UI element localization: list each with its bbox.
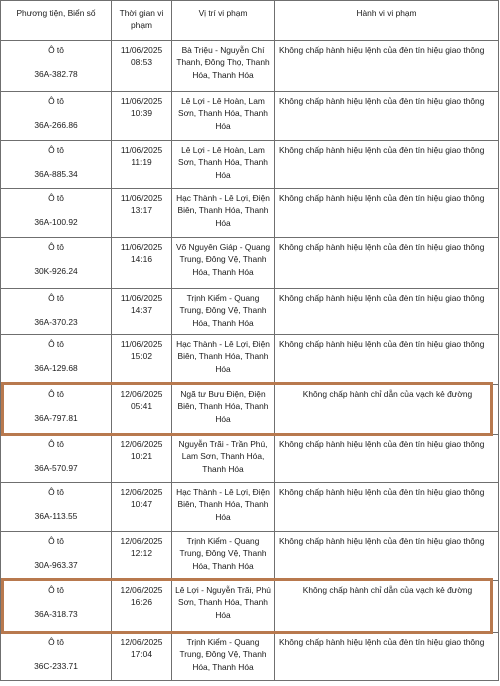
vehicle-type: Ô tô [48,637,64,647]
table-row [1,435,499,483]
vehicle-type: Ô tô [48,339,64,349]
location-cell: Lê Lợi - Lê Hoàn, Lam Sơn, Thanh Hóa, Thanh Hóa [172,141,275,189]
violation-cell: Không chấp hành hiệu lệnh của đèn tín hiệu giao thông [275,335,499,385]
table-row [1,335,499,385]
time-cell [112,289,172,335]
location-cell: Lê Lợi - Lê Hoàn, Lam Sơn, Thanh Hóa, Thanh Hóa [172,92,275,141]
violation-date: 11/06/2025 [120,339,163,349]
vehicle-cell [1,141,112,189]
location-cell: Hạc Thành - Lê Lợi, Điện Biên, Thanh Hóa, Thanh Hóa [172,335,275,385]
location-cell: Trịnh Kiểm - Quang Trung, Đông Vệ, Thanh Hóa, Thanh Hóa [172,532,275,581]
license-plate: 36A-570.97 [34,463,78,474]
violation-time: 08:53 [131,57,152,68]
location-cell: Trịnh Kiểm - Quang Trung, Đông Vệ, Thanh Hóa, Thanh Hóa [172,289,275,335]
time-cell [112,581,172,633]
time-cell [112,238,172,289]
violation-date: 12/06/2025 [120,585,163,595]
vehicle-cell [1,92,112,141]
violation-cell: Không chấp hành hiệu lệnh của đèn tín hiệu giao thông [275,141,499,189]
header-vehicle: Phương tiện, Biển số [1,1,112,41]
table-row [1,532,499,581]
time-cell [112,483,172,532]
vehicle-type: Ô tô [48,293,64,303]
table-row [1,289,499,335]
vehicle-cell [1,435,112,483]
header-location: Vị trí vi phạm [172,1,275,41]
violation-date: 11/06/2025 [120,293,163,303]
vehicle-cell [1,532,112,581]
violation-date: 12/06/2025 [120,487,163,497]
violation-time: 13:17 [131,205,152,216]
violation-time: 14:16 [131,254,152,265]
violation-cell: Không chấp hành hiệu lệnh của đèn tín hiệu giao thông [275,189,499,238]
vehicle-type: Ô tô [48,96,64,106]
vehicle-type: Ô tô [48,389,64,399]
vehicle-cell [1,581,112,633]
license-plate: 30K-926.24 [34,266,78,277]
violation-time: 10:47 [131,499,152,510]
header-time: Thời gian vi phạm [112,1,172,41]
violation-cell: Không chấp hành hiệu lệnh của đèn tín hiệu giao thông [275,92,499,141]
table-row [1,92,499,141]
vehicle-type: Ô tô [48,193,64,203]
violation-time: 17:04 [131,649,152,660]
vehicle-cell [1,335,112,385]
violation-time: 05:41 [131,401,152,412]
license-plate: 36A-100.92 [34,217,78,228]
violation-date: 12/06/2025 [120,536,163,546]
license-plate: 36A-382.78 [34,69,78,80]
violation-cell: Không chấp hành hiệu lệnh của đèn tín hiệu giao thông [275,633,499,681]
time-cell [112,532,172,581]
vehicle-cell [1,483,112,532]
location-cell: Ngã tư Bưu Điện, Điện Biên, Thanh Hóa, Thanh Hóa [172,385,275,435]
table-row [1,238,499,289]
table-row [1,141,499,189]
violation-cell: Không chấp hành hiệu lệnh của đèn tín hiệu giao thông [275,435,499,483]
violation-time: 10:39 [131,108,152,119]
violation-date: 12/06/2025 [120,637,163,647]
table-row [1,633,499,681]
violation-date: 12/06/2025 [120,439,163,449]
violation-date: 11/06/2025 [120,193,163,203]
vehicle-type: Ô tô [48,45,64,55]
time-cell [112,41,172,92]
table-row [1,41,499,92]
violation-cell: Không chấp hành hiệu lệnh của đèn tín hiệu giao thông [275,238,499,289]
vehicle-cell [1,41,112,92]
violation-date: 11/06/2025 [120,145,163,155]
violation-cell: Không chấp hành chỉ dẫn của vạch kẻ đường [275,385,499,435]
vehicle-cell [1,289,112,335]
license-plate: 36A-113.55 [34,511,78,522]
time-cell [112,435,172,483]
license-plate: 36A-797.81 [34,413,78,424]
location-cell: Lê Lợi - Nguyễn Trãi, Phú Sơn, Thanh Hóa, Thanh Hóa [172,581,275,633]
location-cell: Hạc Thành - Lê Lợi, Điện Biên, Thanh Hóa, Thanh Hóa [172,483,275,532]
vehicle-type: Ô tô [48,439,64,449]
violation-cell: Không chấp hành hiệu lệnh của đèn tín hiệu giao thông [275,41,499,92]
location-cell: Nguyễn Trãi - Trần Phú, Lam Sơn, Thanh Hóa, Thanh Hóa [172,435,275,483]
time-cell [112,141,172,189]
time-cell [112,189,172,238]
time-cell [112,335,172,385]
license-plate: 36A-266.86 [34,120,78,131]
violation-cell: Không chấp hành chỉ dẫn của vạch kẻ đường [275,581,499,633]
location-cell: Hạc Thành - Lê Lợi, Điện Biên, Thanh Hóa, Thanh Hóa [172,189,275,238]
time-cell [112,92,172,141]
violation-date: 12/06/2025 [120,389,163,399]
vehicle-cell [1,633,112,681]
violation-cell: Không chấp hành hiệu lệnh của đèn tín hiệu giao thông [275,532,499,581]
violation-time: 11:19 [131,157,152,168]
header-violation: Hành vi vi phạm [275,1,499,41]
violation-time: 15:02 [131,351,152,362]
time-cell [112,633,172,681]
vehicle-type: Ô tô [48,536,64,546]
vehicle-type: Ô tô [48,585,64,595]
location-cell: Võ Nguyên Giáp - Quang Trung, Đông Vệ, Thanh Hóa, Thanh Hóa [172,238,275,289]
table-row [1,189,499,238]
license-plate: 36A-370.23 [34,317,78,328]
location-cell: Trịnh Kiểm - Quang Trung, Đông Vệ, Thanh Hóa, Thanh Hóa [172,633,275,681]
table-body [1,41,499,681]
violation-cell: Không chấp hành hiệu lệnh của đèn tín hiệu giao thông [275,289,499,335]
table-row [1,385,499,435]
vehicle-cell [1,189,112,238]
vehicle-type: Ô tô [48,487,64,497]
table-row [1,483,499,532]
license-plate: 36A-318.73 [34,609,78,620]
violation-date: 11/06/2025 [120,242,163,252]
time-cell [112,385,172,435]
violation-time: 12:12 [131,548,152,559]
violation-time: 14:37 [131,305,152,316]
vehicle-type: Ô tô [48,145,64,155]
vehicle-cell [1,385,112,435]
violation-date: 11/06/2025 [120,45,163,55]
vehicle-type: Ô tô [48,242,64,252]
license-plate: 36A-885.34 [34,169,78,180]
license-plate: 36A-129.68 [34,363,78,374]
table-row [1,581,499,633]
vehicle-cell [1,238,112,289]
violation-cell: Không chấp hành hiệu lệnh của đèn tín hiệu giao thông [275,483,499,532]
location-cell: Bà Triệu - Nguyễn Chí Thanh, Đông Thọ, Thanh Hóa, Thanh Hóa [172,41,275,92]
license-plate: 30A-963.37 [34,560,78,571]
license-plate: 36C-233.71 [34,661,78,672]
violation-time: 10:21 [131,451,152,462]
violation-time: 16:26 [131,597,152,608]
table-header-row [1,1,499,41]
violation-date: 11/06/2025 [120,96,163,106]
